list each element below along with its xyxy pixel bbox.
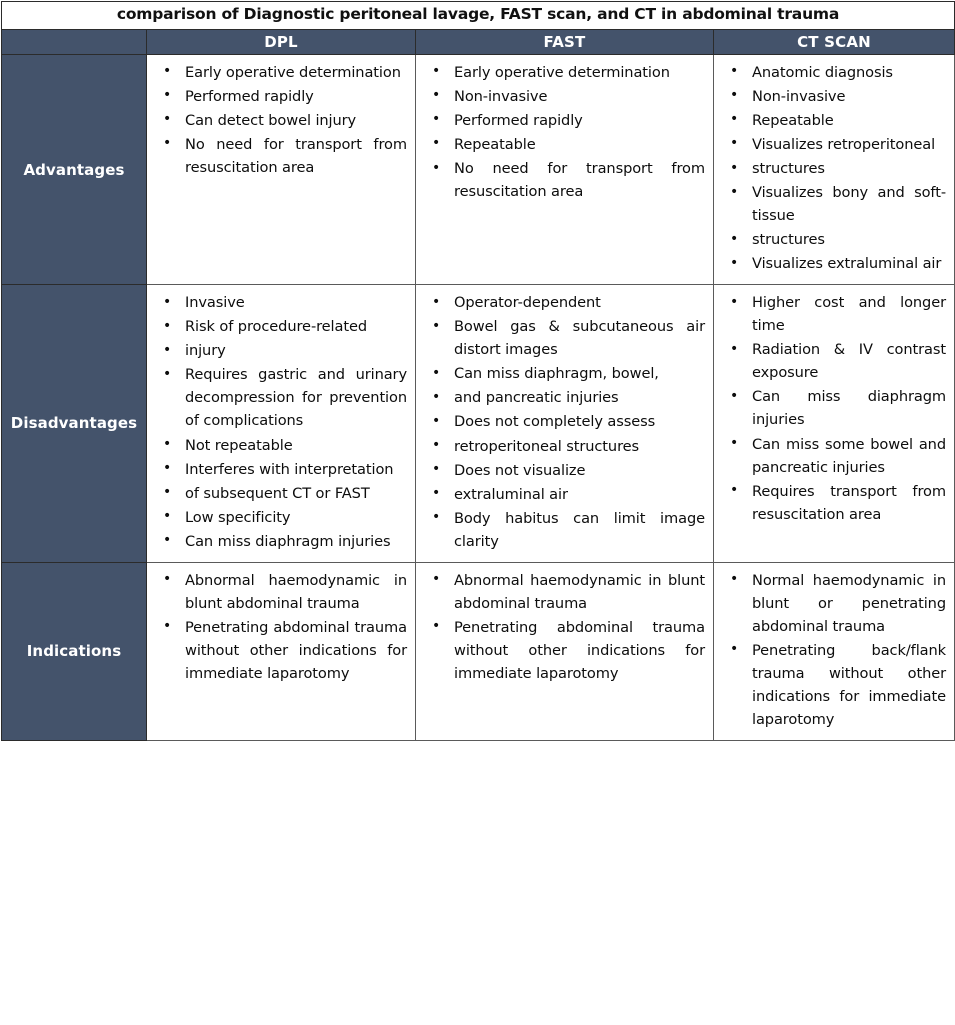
list-item <box>420 386 705 409</box>
list-item-text: • Normal haemodynamic in blunt or penetrating abdominal trauma <box>752 571 946 635</box>
list-item <box>420 85 705 108</box>
list-item-text: • Non-invasive <box>752 87 846 105</box>
list-item-text: • Interferes with interpretation <box>185 460 394 478</box>
column-header-ct-scan: CT SCAN <box>714 29 955 54</box>
list-item-text: • Visualizes extraluminal air <box>752 255 942 273</box>
list-item <box>718 133 946 156</box>
list-item <box>420 291 705 314</box>
list-item-text: • Does not visualize <box>454 461 586 479</box>
list-item-text: • Repeatable <box>752 111 834 129</box>
list-item <box>420 435 705 458</box>
row-label-disadvantages: Disadvantages <box>2 285 147 563</box>
list-item-text: • Higher cost and longer time <box>752 294 946 335</box>
list-item-text: • Requires gastric and urinary decompression for prevention of complications <box>185 366 407 430</box>
list-item-text: • injury <box>185 342 226 360</box>
list-item <box>718 291 946 337</box>
header-corner-cell <box>2 29 147 54</box>
list-item <box>151 133 407 179</box>
list-item <box>151 482 407 505</box>
list-item-text: • Does not completely assess <box>454 413 656 431</box>
cell-advantages-dpl <box>147 54 416 284</box>
list-item-text: • Abnormal haemodynamic in blunt abdominal trauma <box>185 571 407 612</box>
list-item <box>718 181 946 227</box>
list-item-text: • retroperitoneal structures <box>454 437 640 455</box>
list-item-text: • Low specificity <box>185 508 291 526</box>
list-item-text: • Non-invasive <box>454 87 548 105</box>
list-item <box>420 362 705 385</box>
list-item <box>420 483 705 506</box>
table-title: comparison of Diagnostic peritoneal lavage, FAST scan, and CT in abdominal trauma <box>2 2 955 30</box>
list-item-text: • Repeatable <box>454 135 536 153</box>
cell-disadvantages-fast <box>416 285 714 563</box>
list-item-text: • No need for transport from resuscitation area <box>185 135 407 176</box>
list-item <box>718 639 946 731</box>
table-title-row <box>2 2 955 30</box>
table-row-indications <box>2 562 955 740</box>
list-item <box>718 61 946 84</box>
list-item <box>420 61 705 84</box>
list-item <box>420 109 705 132</box>
bullet-list <box>151 569 407 685</box>
list-item-text: • structures <box>752 160 825 177</box>
list-item <box>151 85 407 108</box>
list-item-text: • Not repeatable <box>185 436 293 454</box>
list-item-text: • Penetrating back/flank trauma without other indications for immediate laparotomy <box>752 641 946 729</box>
list-item-text: • Abnormal haemodynamic in blunt abdominal trauma <box>454 571 705 612</box>
list-item-text: • Can detect bowel injury <box>185 111 357 129</box>
column-header-dpl: DPL <box>147 29 416 54</box>
cell-advantages-fast <box>416 54 714 284</box>
list-item-text: • Anatomic diagnosis <box>752 63 893 81</box>
bullet-list <box>718 569 946 731</box>
list-item-text: • and pancreatic injuries <box>454 389 619 407</box>
list-item-text: • Can miss some bowel and pancreatic injuries <box>752 435 946 476</box>
list-item <box>420 507 705 553</box>
list-item <box>420 157 705 203</box>
list-item <box>151 61 407 84</box>
cell-indications-dpl <box>147 562 416 740</box>
list-item-text: • No need for transport from resuscitation area <box>454 160 705 201</box>
list-item-text: • Body habitus can limit image clarity <box>454 509 705 550</box>
list-item <box>718 569 946 638</box>
cell-disadvantages-dpl <box>147 285 416 563</box>
cell-indications-fast <box>416 562 714 740</box>
bullet-list <box>718 291 946 525</box>
list-item <box>718 252 946 275</box>
list-item-text: • Bowel gas & subcutaneous air distort images <box>454 318 705 359</box>
list-item-text: • Radiation & IV contrast exposure <box>752 341 946 382</box>
column-header-fast: FAST <box>416 29 714 54</box>
list-item <box>151 109 407 132</box>
list-item <box>718 480 946 526</box>
list-item-text: • Performed rapidly <box>185 87 314 105</box>
row-label-advantages: Advantages <box>2 54 147 284</box>
list-item-text: • of subsequent CT or FAST <box>185 484 370 502</box>
table-row-advantages <box>2 54 955 284</box>
table-header-row <box>2 29 955 54</box>
cell-indications-ct-scan <box>714 562 955 740</box>
cell-disadvantages-ct-scan <box>714 285 955 563</box>
list-item-text: • structures <box>752 231 825 249</box>
list-item-text: • Visualizes bony and soft-tissue <box>752 184 946 225</box>
list-item <box>718 433 946 479</box>
list-item <box>151 315 407 338</box>
list-item <box>151 506 407 529</box>
list-item <box>420 459 705 482</box>
bullet-list <box>420 61 705 203</box>
list-item <box>718 85 946 108</box>
list-item-text: • Early operative determination <box>185 63 401 81</box>
bullet-list <box>420 291 705 553</box>
list-item <box>420 133 705 156</box>
list-item <box>718 109 946 132</box>
list-item <box>420 616 705 685</box>
list-item <box>151 434 407 457</box>
page-root <box>0 1 955 1025</box>
list-item-text: • Performed rapidly <box>454 111 583 129</box>
list-item-text: • Can miss diaphragm injuries <box>752 388 946 429</box>
list-item <box>718 338 946 384</box>
list-item-text: • Visualizes retroperitoneal <box>752 135 936 153</box>
list-item-text: • Can miss diaphragm, bowel, <box>454 365 659 383</box>
list-item-text: • Early operative determination <box>454 63 670 81</box>
list-item <box>151 530 407 553</box>
list-item <box>718 385 946 431</box>
list-item <box>718 228 946 251</box>
list-item <box>151 339 407 362</box>
list-item <box>151 291 407 314</box>
list-item <box>151 569 407 615</box>
bullet-list <box>151 291 407 553</box>
list-item-text: • extraluminal air <box>454 485 568 503</box>
list-item-text: • Requires transport from resuscitation area <box>752 482 946 523</box>
bullet-list <box>420 569 705 685</box>
cell-advantages-ct-scan <box>714 54 955 284</box>
bullet-list <box>718 61 946 275</box>
bullet-list <box>151 61 407 179</box>
list-item <box>420 410 705 433</box>
list-item-text: • Penetrating abdominal trauma without other indications for immediate laparotomy <box>454 618 705 682</box>
list-item <box>420 315 705 361</box>
list-item <box>151 616 407 685</box>
list-item-text: • Penetrating abdominal trauma without other indications for immediate laparotomy <box>185 618 407 682</box>
comparison-table <box>1 1 955 741</box>
table-row-disadvantages <box>2 285 955 563</box>
row-label-indications: Indications <box>2 562 147 740</box>
list-item-text: • Risk of procedure-related <box>185 318 368 336</box>
list-item <box>151 363 407 432</box>
list-item-text: • Can miss diaphragm injuries <box>185 532 391 550</box>
list-item <box>420 569 705 615</box>
list-item <box>151 458 407 481</box>
list-item-text: • Invasive <box>185 294 245 312</box>
list-item-text: • Operator-dependent <box>454 294 601 312</box>
list-item <box>718 157 946 180</box>
